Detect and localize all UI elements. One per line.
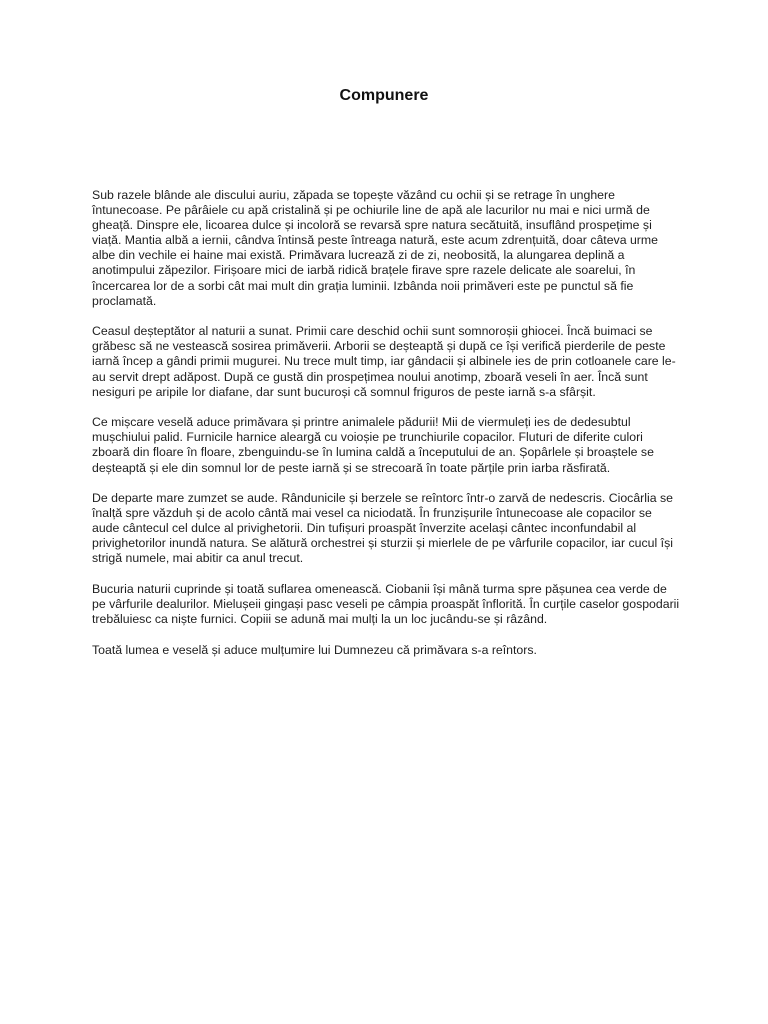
paragraph-5: Bucuria naturii cuprinde și toată suflarea omenească. Ciobanii își mână turma spre pășunea cea verde de pe vârfurile dealurilor. Mielușeii gingași pasc veseli pe câmpia proaspăt înflorită. În curțile caselor gospodarii trebăluiesc ca niște furnici. Copiii se adună mai mulți la un loc jucându-se și râzând. xyxy=(92,582,680,627)
paragraph-3: Ce mișcare veselă aduce primăvara și printre animalele pădurii! Mii de viermuleți ies de dedesubtul mușchiului palid. Furnicile harnice aleargă cu voioșie pe trunchiurile copacilor. Fluturi de diferite culori zboară din floare în floare, zbenguindu-se în lumina caldă a începutului de an. Șopârlele și broaștele se deșteaptă și ele din somnul lor de peste iarnă și se strecoară în toate părțile prin iarba răsfirată. xyxy=(92,415,654,475)
paragraph-4: De departe mare zumzet se aude. Rândunicile și berzele se reîntorc într-o zarvă de nedescris. Ciocârlia se înalță spre văzduh și de acolo cântă mai vesel ca niciodată. În frunzișurile întunecoase ale copacilor se aude cântecul cel dulce al privighetorii. Din tufișuri proaspăt înverzite același cântec inconfundabil al privighetorilor inundă natura. Se alătură orchestrei și sturzii și mierlele de pe vârfurile copacilor, iar cucul își strigă numele, mai abitir ca anul trecut. xyxy=(92,491,673,566)
document-body xyxy=(92,188,680,673)
document-title: Compunere xyxy=(339,87,429,104)
paragraph-6: Toată lumea e veselă și aduce mulțumire lui Dumnezeu că primăvara s-a reîntors. xyxy=(92,642,537,657)
paragraph-1: Sub razele blânde ale discului auriu, zăpada se topește văzând cu ochii și se retrage în unghere întunecoase. Pe pârâiele cu apă cristalină și pe ochiurile line de apă ale lacurilor nu mai e nici urmă de gheață. Dinspre ele, licoarea dulce și incoloră se revarsă spre natura secătuită, insuflând prospețime și viață. Mantia albă a iernii, cândva întinsă peste întreaga natură, este acum zdrențuită, doar câteva urme albe din vechile ei haine mai există. Primăvara lucrează zi de zi, neobosită, la alungarea deplină a anotimpului zăpezilor. Firișoare mici de iarbă ridică brațele firave spre razele delicate ale soarelui, în încercarea lor de a sorbi cât mai mult din grația luminii. Izbânda noii primăveri este pe punctul să fie proclamată. xyxy=(92,188,658,308)
paragraph-2: Ceasul deșteptător al naturii a sunat. Primii care deschid ochii sunt somnoroșii ghiocei. Încă buimaci se grăbesc să ne vestească sosirea primăverii. Arborii se deșteaptă și după ce își verifică pierderile de peste iarnă încep a gândi primii mugurei. Nu trece mult timp, iar gândacii și albinele ies de prin cotloanele care le-au servit drept adăpost. După ce gustă din prospețimea noului anotimp, zboară veseli în aer. Încă sunt nesiguri pe aripile lor diafane, dar sunt bucuroși că somnul friguros de peste iarnă s-a sfârșit. xyxy=(92,324,676,399)
